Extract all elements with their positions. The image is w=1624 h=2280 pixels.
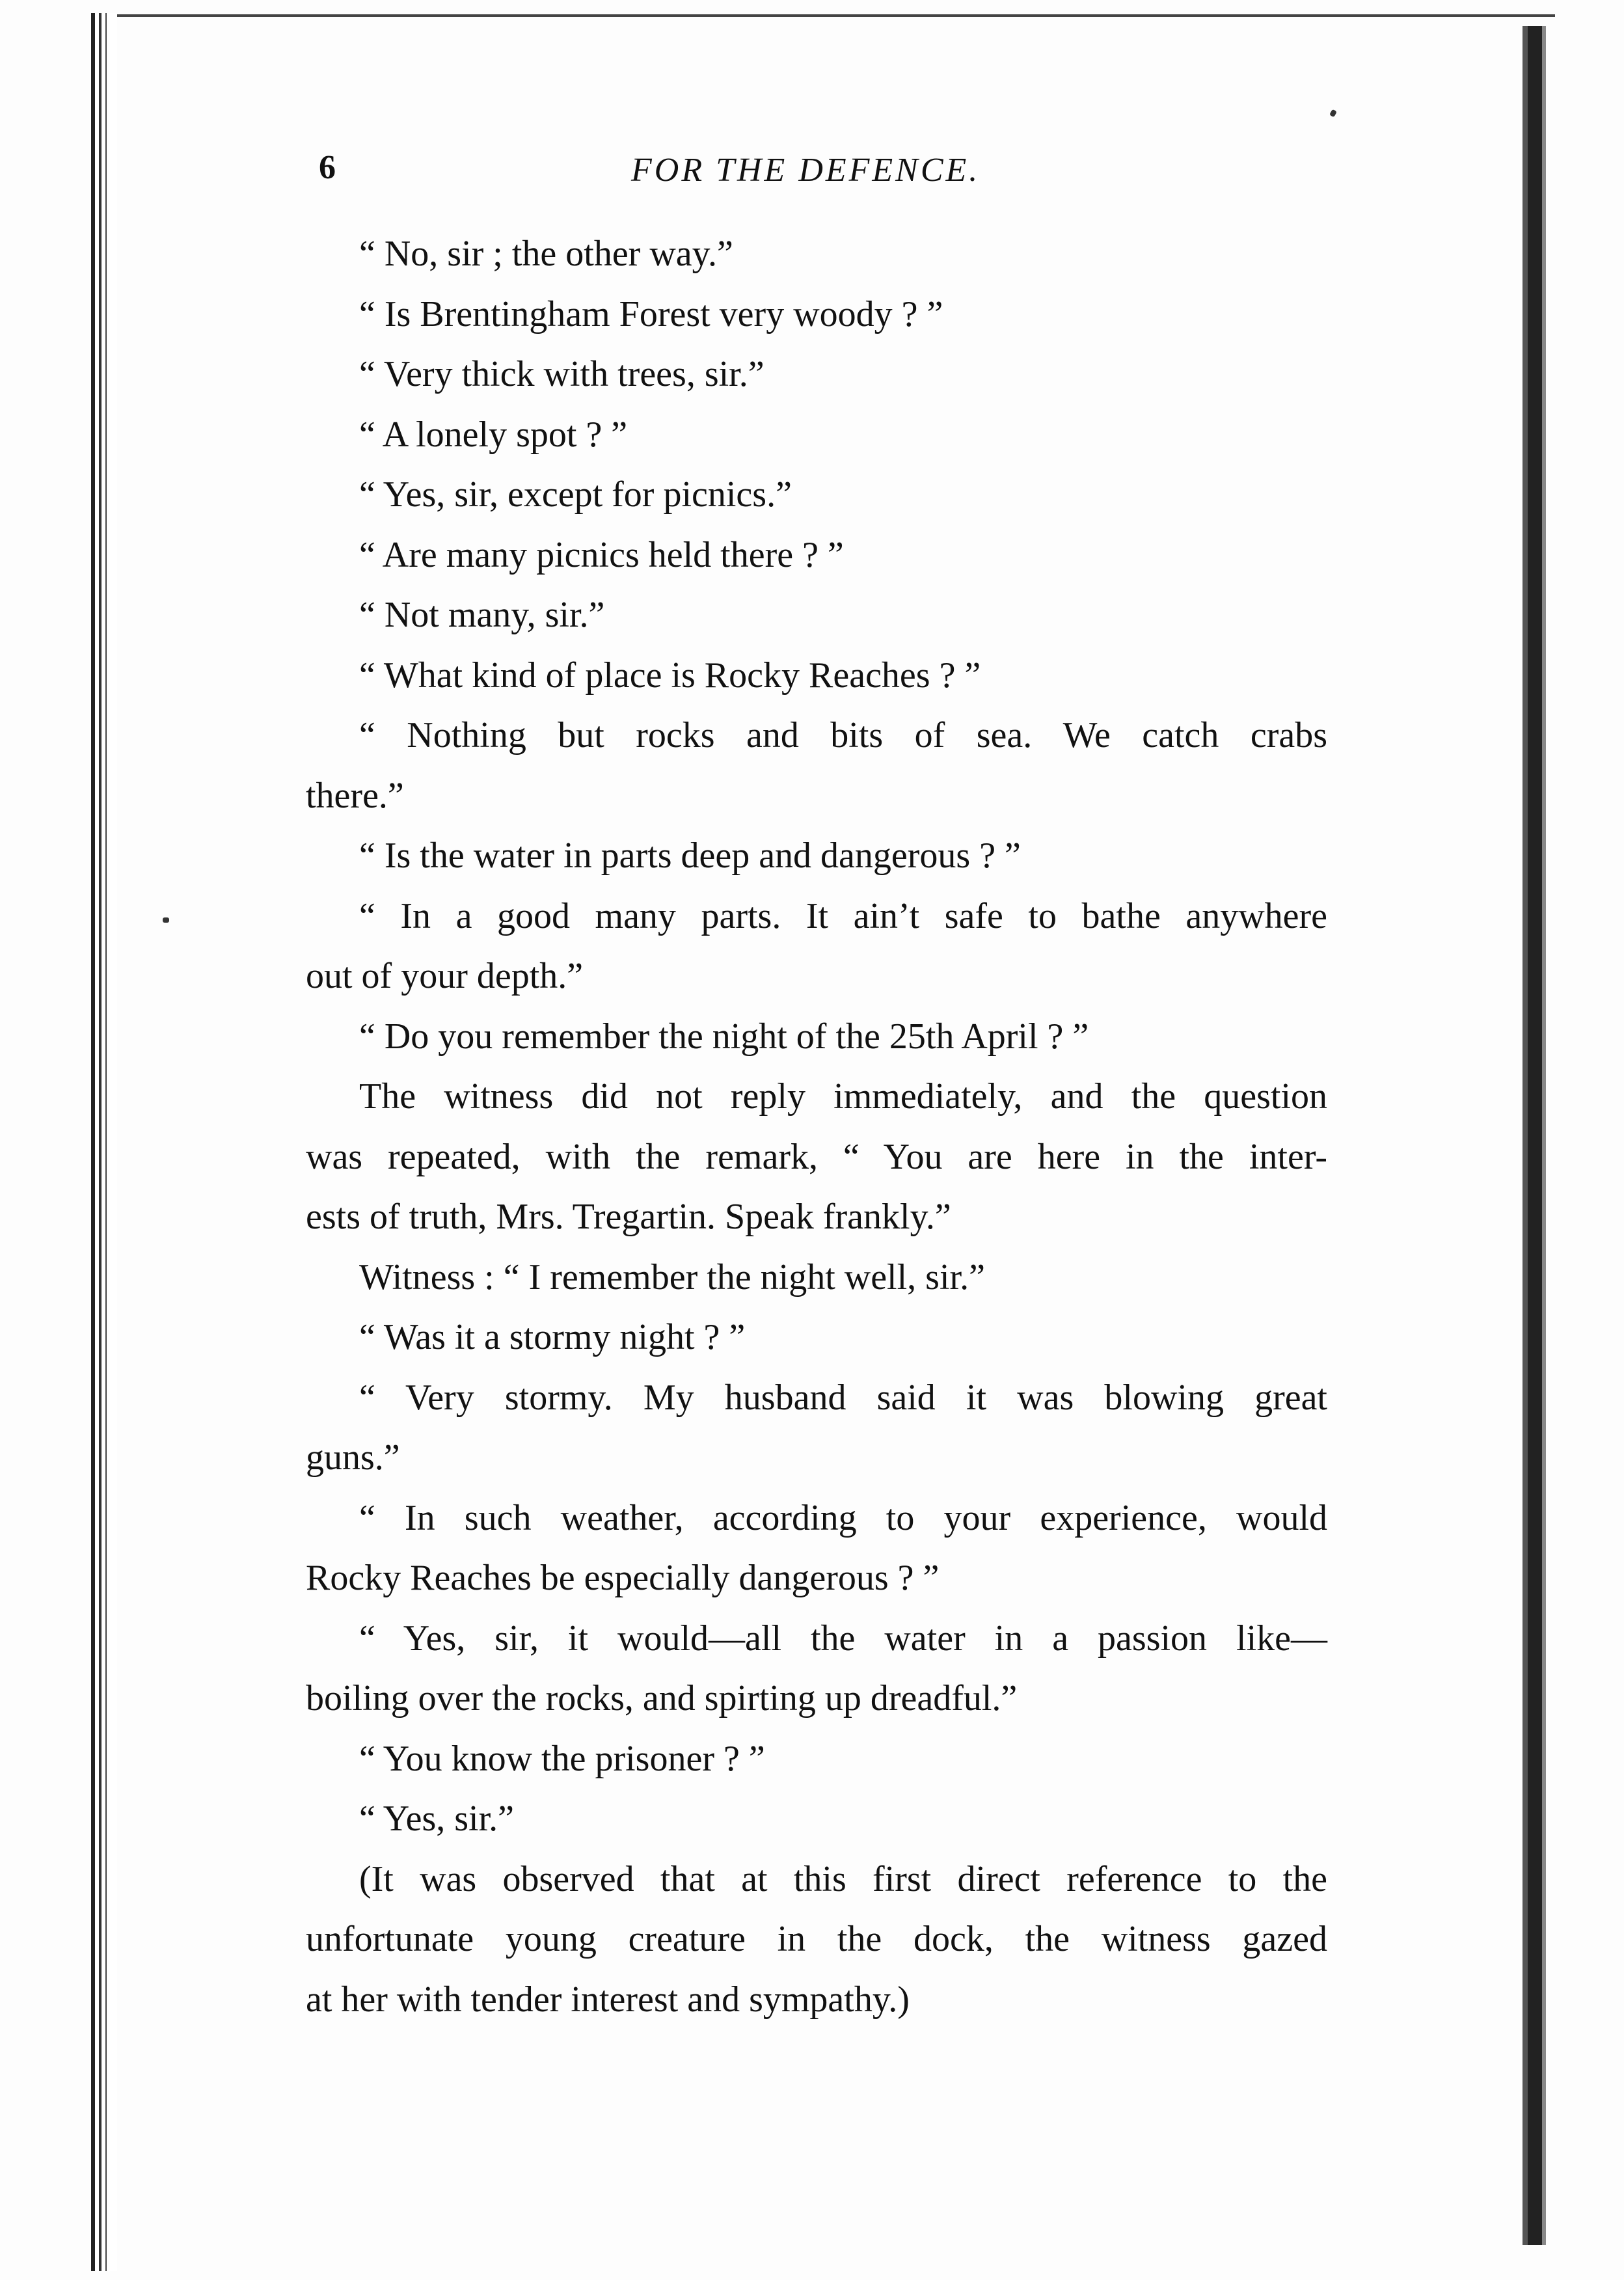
text-line: “ Was it a stormy night ? ” [359,1317,746,1357]
text-line: “ Are many picnics held there ? ” [359,534,844,575]
text-line: “ Nothing but rocks and bits of sea. We catch crabs [359,715,1327,755]
page-top-edge [111,14,1555,17]
text-line: unfortunate young creature in the dock, the witness gazed [306,1919,1327,1959]
text-line: out of your depth.” [306,956,584,996]
text-line: “ In such weather, according to your experience, would [359,1497,1327,1538]
scan-speck [1329,109,1337,118]
running-head: FOR THE DEFENCE. [631,152,981,189]
text-line: “ No, sir ; the other way.” [359,234,733,274]
text-line: “ A lonely spot ? ” [359,414,628,455]
scan-speck [163,917,169,923]
text-line: “ Is Brentingham Forest very woody ? ” [359,293,943,334]
text-line: ests of truth, Mrs. Tregartin. Speak frankly.” [306,1197,951,1237]
text-line: “ Yes, sir.” [359,1798,515,1839]
page-header [319,148,1035,200]
text-line: “ Yes, sir, it would—all the water in a passion like— [359,1618,1327,1659]
text-line: there.” [306,775,404,816]
text-line: (It was observed that at this first direct reference to the [359,1858,1327,1899]
page-right-edge [1522,26,1546,2245]
text-line: “ Very thick with trees, sir.” [359,354,765,394]
text-line: The witness did not reply immediately, and the question [359,1076,1327,1117]
text-line: “ Yes, sir, except for picnics.” [359,474,792,515]
text-line: “ Is the water in parts deep and dangerous ? ” [359,835,1021,876]
text-line: “ You know the prisoner ? ” [359,1738,765,1779]
text-line: was repeated, with the remark, “ You are here in the inter- [306,1136,1327,1177]
text-line: guns.” [306,1437,400,1478]
text-line: “ What kind of place is Rocky Reaches ? ” [359,655,981,696]
text-line: Rocky Reaches be especially dangerous ? ” [306,1558,940,1598]
text-line: “ In a good many parts. It ain’t safe to bathe anywhere [359,895,1327,936]
text-line: “ Not many, sir.” [359,595,605,635]
text-line: “ Very stormy. My husband said it was blowing great [359,1377,1327,1418]
text-line: boiling over the rocks, and spirting up dreadful.” [306,1678,1018,1718]
text-line: Witness : “ I remember the night well, sir.” [359,1256,985,1297]
text-line: at her with tender interest and sympathy.) [306,1979,910,2020]
book-gutter-edge [91,13,117,2271]
body-text [306,224,1327,2029]
text-line: “ Do you remember the night of the 25th April ? ” [359,1016,1089,1057]
page-number: 6 [319,149,336,186]
